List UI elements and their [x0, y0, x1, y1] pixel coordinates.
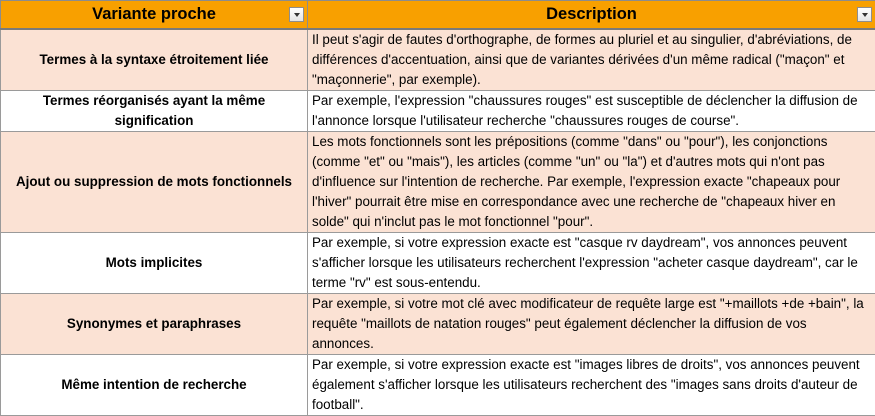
header-cell-variant[interactable] — [1, 1, 308, 30]
column-header-variant: Variante proche — [92, 1, 216, 28]
column-header-description: Description — [546, 1, 637, 28]
description-cell[interactable]: Il peut s'agir de fautes d'orthographe, de formes au pluriel et au singulier, d'abréviations, de différences d'accentuation, ainsi que de variantes dérivées d'un même radical ("maçon" et "maçonnerie", par exemple). — [308, 29, 875, 91]
header-row — [1, 1, 875, 30]
table-row — [1, 233, 875, 294]
description-cell[interactable]: Par exemple, l'expression "chaussures rouges" est susceptible de déclencher la diffusion de l'annonce lorsque l'utilisateur recherche "chaussures rouges de course". — [308, 91, 875, 132]
description-cell[interactable]: Par exemple, si votre expression exacte est "casque rv daydream", vos annonces peuvent s'afficher lorsque les utilisateurs recherchent l'expression "acheter casque daydream", car le terme "rv" est sous-entendu. — [308, 233, 875, 294]
variant-cell[interactable]: Synonymes et paraphrases — [1, 294, 308, 355]
table-row — [1, 132, 875, 233]
variant-cell[interactable]: Termes réorganisés ayant la même signification — [1, 91, 308, 132]
variant-cell[interactable]: Ajout ou suppression de mots fonctionnels — [1, 132, 308, 233]
filter-dropdown-description[interactable] — [857, 7, 872, 22]
dropdown-arrow-icon — [294, 13, 300, 17]
dropdown-arrow-icon — [862, 13, 868, 17]
table-row — [1, 29, 875, 91]
table-row — [1, 355, 875, 416]
table-row — [1, 294, 875, 355]
description-cell[interactable]: Par exemple, si votre mot clé avec modificateur de requête large est "+maillots +de +bain", la requête "maillots de natation rouges" peut également déclencher la diffusion de vos annonces. — [308, 294, 875, 355]
filter-dropdown-variant[interactable] — [289, 7, 304, 22]
description-cell[interactable]: Par exemple, si votre expression exacte est "images libres de droits", vos annonces peuvent également s'afficher lorsque les utilisateurs recherchent des "images sans droits d'auteur de football". — [308, 355, 875, 416]
description-cell[interactable]: Les mots fonctionnels sont les prépositions (comme "dans" ou "pour"), les conjonctions (comme "et" ou "mais"), les articles (comme "un" ou "la") et d'autres mots qui n'ont pas d'influence sur l'intention de recherche. Par exemple, l'expression exacte "chapeaux pour l'hiver" pourrait être mise en correspondance avec une recherche de "chapeaux hiver en solde" qui n'inclut pas le mot fonctionnel "pour". — [308, 132, 875, 233]
header-cell-description[interactable] — [308, 1, 875, 30]
table-row — [1, 91, 875, 132]
variant-cell[interactable]: Mots implicites — [1, 233, 308, 294]
variant-cell[interactable]: Termes à la syntaxe étroitement liée — [1, 29, 308, 91]
variant-cell[interactable]: Même intention de recherche — [1, 355, 308, 416]
